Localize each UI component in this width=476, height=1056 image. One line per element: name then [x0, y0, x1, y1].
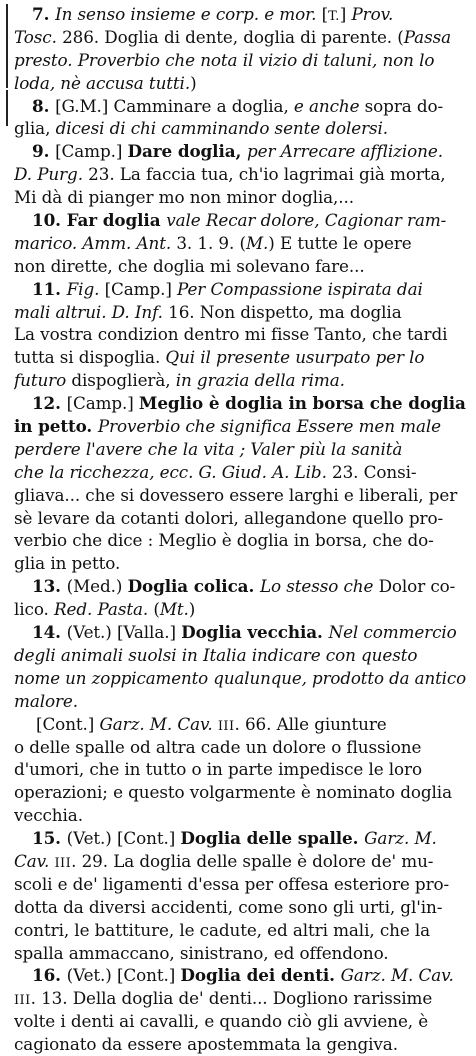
italic-text: nome un zoppicamento qualunque, prodotto da antico: [14, 668, 466, 688]
text-run: [Camp.]: [55, 141, 128, 162]
bold-text: Doglia delle spalle.: [180, 828, 365, 849]
text-run: (Vet.) [Valla.]: [66, 622, 182, 643]
text-run: sè levare da cotanti dolori, allegandone quello pro-: [14, 507, 444, 528]
text-run: 286. Doglia di dente, doglia di parente. (: [62, 26, 404, 47]
text-run: cagionato da essere apostemmata la gengiva.: [14, 1034, 398, 1055]
text-line: [14, 484, 466, 507]
text-line: [14, 667, 466, 690]
text-run: [Camp.]: [66, 393, 139, 414]
text-line: [14, 209, 466, 232]
italic-text: che la ricchezza, ecc. G. Giud. A. Lib.: [14, 461, 333, 482]
text-line: [14, 621, 466, 644]
text-line: [14, 461, 466, 484]
bold-text: Doglia colica.: [127, 576, 260, 597]
text-run: (Med.): [66, 576, 128, 597]
text-line: [14, 987, 466, 1010]
text-line: [14, 758, 466, 781]
text-line: [14, 575, 466, 598]
text-line: [14, 95, 466, 118]
text-line: [14, 736, 466, 759]
text-line: [14, 163, 466, 186]
text-line: [14, 598, 466, 621]
italic-text: dicesi di chi camminando sente dolersi.: [55, 118, 389, 139]
bold-text: in petto.: [14, 416, 98, 437]
text-line: [14, 438, 466, 461]
text-run: gliava... che si dovessero essere larghi e liberali, per: [14, 484, 458, 505]
text-run: (Vet.) [Cont.]: [66, 965, 181, 986]
text-run: [Cont.]: [36, 713, 100, 734]
text-run: verbio che dice : Meglio è doglia in borsa, che do-: [14, 530, 434, 551]
italic-text: Cav.: [14, 850, 55, 871]
text-run: 3. 1. 9. (: [176, 232, 246, 253]
text-run: La vostra condizion dentro mi fisse Tanto, che tardi: [14, 324, 448, 345]
text-run: d'umori, che in tutto o in parte impedisce le loro: [14, 759, 422, 780]
italic-text: Passa: [403, 26, 452, 47]
text-line: [14, 1010, 466, 1033]
text-run: [G.M.] Camminare a doglia,: [55, 95, 294, 116]
text-line: [14, 415, 466, 438]
text-run: . 13. Della doglia de' denti... Dogliono rarissime: [30, 988, 433, 1009]
text-run: (: [153, 599, 160, 620]
text-line: [14, 850, 466, 873]
text-line: [14, 713, 466, 736]
italic-text: Per Compassione ispirata dai: [177, 278, 423, 299]
text-line: [14, 72, 466, 95]
text-line: [14, 186, 466, 209]
text-line: [14, 49, 466, 72]
bold-text: 10.: [32, 210, 67, 231]
bold-text: 7.: [32, 4, 56, 24]
text-line: [14, 346, 466, 369]
bold-text: Dare doglia,: [127, 141, 247, 162]
text-line: [14, 873, 466, 896]
bold-text: Far doglia: [66, 210, 167, 231]
text-run: III: [54, 855, 72, 871]
margin-vertical-rule: [6, 90, 8, 126]
italic-text: per Arrecare afflizione.: [247, 141, 443, 162]
text-run: scoli e de' ligamenti d'essa per offesa esteriore pro-: [14, 873, 450, 894]
text-run: lico.: [14, 599, 55, 620]
text-line: [14, 529, 466, 552]
italic-text: futuro: [14, 370, 72, 391]
text-run: dotta da diversi accidenti, come sono gli urti, gl'in-: [14, 896, 443, 917]
text-line: [14, 919, 466, 942]
text-line: [14, 644, 466, 667]
bold-text: Meglio è doglia in borsa che doglia: [138, 393, 466, 414]
text-run: contri, le battiture, le cadute, ed altri mali, che la: [14, 919, 431, 940]
text-run: ) E tutte le opere: [268, 232, 412, 253]
bold-text: 8.: [32, 95, 56, 116]
text-line: [14, 117, 466, 140]
text-run: ): [188, 599, 196, 620]
italic-text: In senso insieme e corp. e mor.: [55, 4, 322, 24]
italic-text: vale Recar dolore, Cagionar ram-: [166, 210, 447, 231]
text-run: III: [14, 993, 31, 1009]
text-line: [14, 369, 466, 392]
text-line: [14, 3, 466, 26]
text-line: [14, 26, 466, 49]
italic-text: malore.: [14, 690, 78, 711]
italic-text: presto. Proverbio che nota il vizio di taluni, non lo: [14, 49, 435, 70]
text-line: [14, 301, 466, 324]
text-run: spalla ammaccano, sinistrano, ed offendono.: [14, 942, 389, 963]
italic-text: Lo stesso che: [259, 576, 379, 597]
text-run: T.: [328, 9, 340, 24]
text-run: . 29. La doglia delle spalle è dolore de' mu-: [71, 850, 434, 871]
text-run: Mi dà di pianger mo non minor doglia,...: [14, 187, 354, 208]
italic-text: Tosc.: [14, 26, 63, 47]
margin-vertical-rule: [6, 4, 8, 88]
bold-text: 9.: [32, 141, 56, 162]
text-run: volte i denti ai cavalli, e quando ciò gli avviene, è: [14, 1011, 429, 1032]
text-line: [14, 1033, 466, 1056]
bold-text: 13.: [32, 576, 67, 597]
italic-text: marico. Amm. Ant.: [14, 232, 177, 253]
bold-text: 11.: [32, 278, 67, 299]
bold-text: 15.: [32, 828, 67, 849]
text-run: vecchia.: [14, 805, 83, 826]
text-line: [14, 942, 466, 965]
italic-text: M.: [245, 232, 269, 253]
italic-text: Garz. M. Cav.: [99, 713, 218, 734]
italic-text: D. Purg.: [14, 164, 89, 185]
text-run: ]: [339, 4, 352, 24]
text-line: [14, 232, 466, 255]
text-line: [14, 392, 466, 415]
italic-text: Garz. M. Cav.: [340, 965, 454, 986]
text-run: sopra do-: [364, 95, 444, 116]
text-line: [14, 552, 466, 575]
italic-text: Fig.: [66, 278, 105, 299]
italic-text: Proverbio che significa Essere men male: [97, 416, 441, 437]
text-line: [14, 964, 466, 987]
italic-text: mali altrui. D. Inf.: [14, 301, 169, 322]
text-run: 23. La faccia tua, ch'io lagrimai già morta,: [88, 164, 446, 185]
italic-text: Prov.: [351, 4, 394, 24]
dictionary-entry-text: [14, 3, 466, 1056]
text-run: III: [217, 718, 235, 734]
italic-text: loda, nè accusa tutti.: [14, 72, 191, 93]
bold-text: 14.: [32, 622, 67, 643]
text-run: (Vet.) [Cont.]: [66, 828, 181, 849]
italic-text: Garz. M.: [364, 828, 437, 849]
text-run: glia,: [14, 118, 56, 139]
text-run: ): [190, 72, 197, 93]
text-line: [14, 140, 466, 163]
text-run: . 66. Alle giunture: [234, 713, 387, 734]
bold-text: 12.: [32, 393, 67, 414]
text-run: [: [321, 4, 329, 24]
text-run: tutta si dispoglia.: [14, 347, 166, 368]
text-line: [14, 278, 466, 301]
italic-text: degli animali suolsi in Italia indicare con questo: [14, 644, 418, 665]
text-line: [14, 507, 466, 530]
text-line: [14, 804, 466, 827]
text-line: [14, 690, 466, 713]
bold-text: Doglia dei denti.: [180, 965, 341, 986]
italic-text: Mt.: [159, 599, 189, 620]
text-run: dispoglierà,: [71, 370, 176, 391]
text-run: 23. Consi-: [332, 461, 417, 482]
text-line: [14, 781, 466, 804]
text-run: Dolor co-: [378, 576, 456, 597]
text-run: [Camp.]: [104, 278, 178, 299]
italic-text: perdere l'avere che la vita ; Valer più la sanità: [14, 438, 403, 459]
text-line: [14, 255, 466, 278]
text-run: operazioni; e questo volgarmente è nominato doglia: [14, 782, 452, 803]
italic-text: e anche: [293, 95, 365, 116]
text-run: 16. Non dispetto, ma doglia: [168, 301, 402, 322]
text-run: o delle spalle od altra cade un dolore o flussione: [14, 736, 422, 757]
bold-text: Doglia vecchia.: [181, 622, 329, 643]
text-line: [14, 827, 466, 850]
italic-text: Red. Pasta.: [54, 599, 154, 620]
text-line: [14, 896, 466, 919]
bold-text: 16.: [32, 965, 67, 986]
text-line: [14, 323, 466, 346]
italic-text: Nel commercio: [328, 622, 457, 643]
italic-text: Qui il presente usurpato per lo: [165, 347, 425, 368]
italic-text: in grazia della rima.: [175, 370, 345, 391]
text-run: non dirette, che doglia mi solevano fare...: [14, 255, 365, 276]
text-run: glia in petto.: [14, 553, 121, 574]
